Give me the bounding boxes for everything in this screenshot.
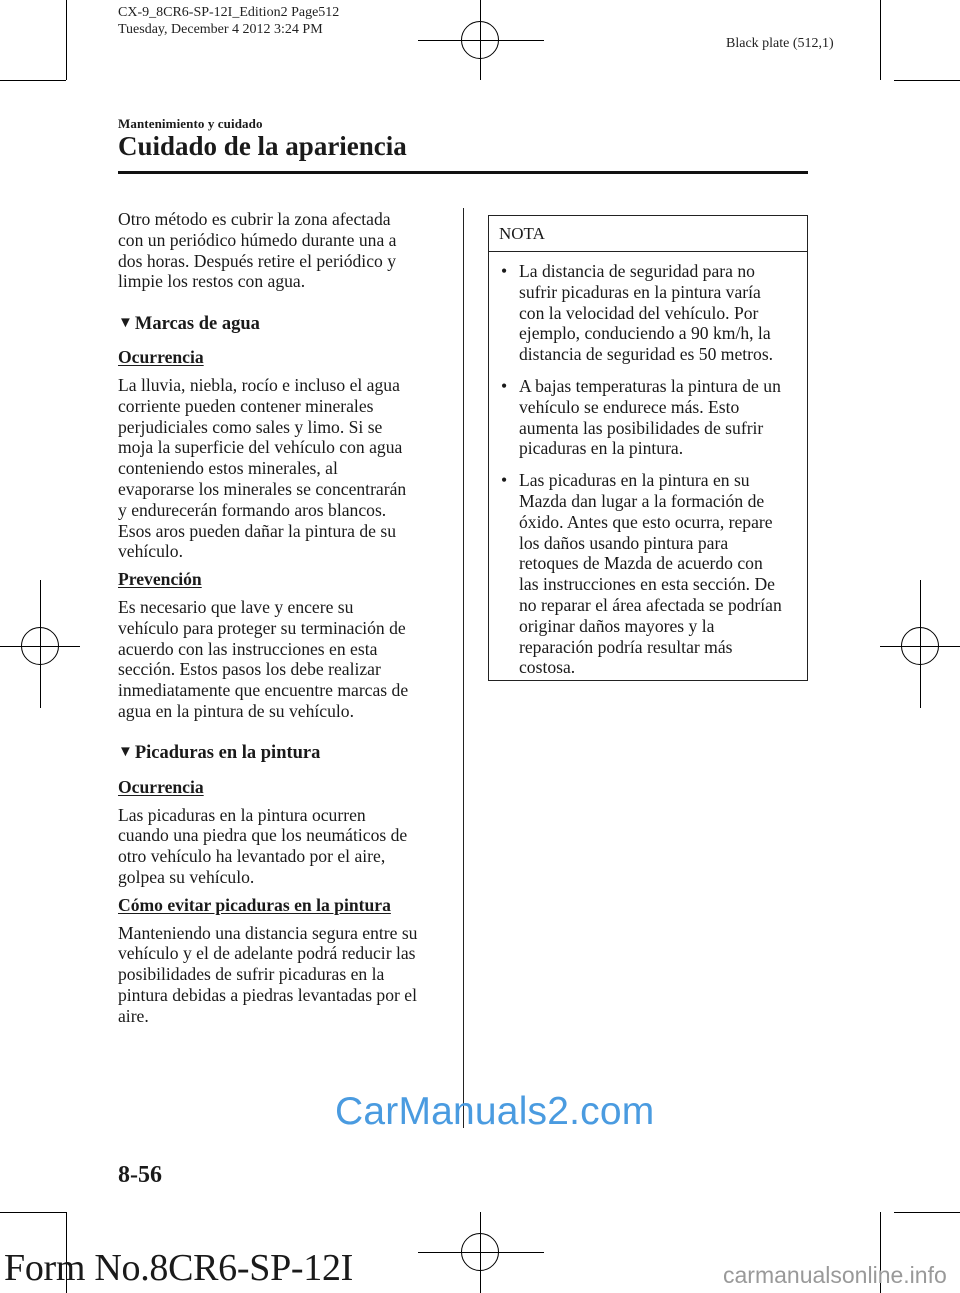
text-line: no reparar el área afectada se podrían: [519, 594, 782, 615]
text-line: otro vehículo ha levantado por el aire,: [118, 846, 386, 867]
file-info: [118, 4, 339, 38]
text-line: Manteniendo una distancia segura entre su: [118, 922, 418, 943]
text-line: agua en la pintura de su vehículo.: [118, 700, 354, 721]
text-line: limpie los restos con agua.: [118, 271, 306, 292]
text-line: Otro método es cubrir la zona afectada: [118, 209, 391, 229]
text-line: picaduras en la pintura.: [519, 438, 684, 459]
text-line: golpea su vehículo.: [118, 866, 255, 887]
text-line: La lluvia, niebla, rocío e incluso el agua: [118, 374, 400, 395]
text-line: con un periódico húmedo durante una a: [118, 229, 397, 250]
text-line: costosa.: [519, 657, 576, 678]
left-column: [118, 209, 458, 1027]
footer-site: carmanualsonline.info: [723, 1262, 947, 1288]
text-line: con la velocidad del vehículo. Por: [519, 302, 759, 323]
text-line: corriente pueden contener minerales: [118, 395, 374, 416]
text-line: óxido. Antes que esto ocurra, repare: [519, 511, 773, 532]
note-box: [488, 215, 808, 681]
text-line: vehículo se endurece más. Esto: [519, 396, 740, 417]
text-line: moja la superficie del vehículo con agua: [118, 437, 403, 458]
page-number: 8-56: [118, 1162, 162, 1188]
title-rule: [118, 171, 808, 174]
text-line: Esos aros pueden dañar la pintura de su: [118, 520, 396, 541]
watermark: CarManuals2.com: [335, 1090, 655, 1133]
text-line: reparación podría resultar más: [519, 636, 733, 657]
text-line: Mazda dan lugar a la formación de: [519, 490, 765, 511]
picaduras-heading: ▼ Picaduras en la pintura: [118, 743, 321, 764]
bullet-icon: •: [501, 261, 508, 281]
text-line: aumenta las posibilidades de sufrir: [519, 417, 764, 438]
text-line: y endurecerán formando aros blancos.: [118, 499, 387, 520]
form-number: Form No.8CR6-SP-12I: [4, 1247, 354, 1289]
text-line: La distancia de seguridad para no: [519, 261, 755, 281]
text-line: acuerdo con las instrucciones en esta: [118, 638, 378, 659]
text-line: las instrucciones en esta sección. De: [519, 574, 775, 595]
text-line: dos horas. Después retire el periódico y: [118, 250, 396, 271]
text-line: Es necesario que lave y encere su: [118, 596, 354, 617]
note-item: [499, 470, 801, 678]
section-label: Mantenimiento y cuidado: [118, 116, 263, 131]
marcas-occurrence-text: [118, 375, 458, 562]
text-line: sufrir picaduras en la pintura varía: [519, 281, 761, 302]
text-line: vehículo.: [118, 541, 183, 562]
note-item: [499, 376, 801, 459]
text-line: ejemplo, conduciendo a 90 km/h, la: [519, 323, 771, 344]
marcas-prevention-label: Prevención: [118, 569, 202, 590]
text-line: A bajas temperaturas la pintura de un: [519, 375, 781, 396]
text-line: vehículo para proteger su terminación de: [118, 617, 406, 638]
note-label: NOTA: [489, 216, 807, 252]
picaduras-occurrence-text: [118, 805, 458, 888]
page-title: Cuidado de la apariencia: [118, 131, 407, 161]
note-list: [489, 261, 807, 678]
text-line: pintura debidas a piedras levantadas por el: [118, 984, 417, 1005]
column-divider: [463, 208, 464, 1128]
file-date: Tuesday, December 4 2012 3:24 PM: [118, 22, 323, 37]
triangle-down-icon: ▼: [118, 314, 133, 331]
text-line: evaporarse los minerales se concentrarán: [118, 478, 407, 499]
file-name: CX-9_8CR6-SP-12I_Edition2 Page512: [118, 5, 340, 20]
text-line: perjudiciales como sales y limo. Si se: [118, 416, 383, 437]
bullet-icon: •: [501, 470, 508, 491]
text-line: conteniendo estos minerales, al: [118, 458, 338, 479]
picaduras-avoid-text: [118, 923, 458, 1027]
bullet-icon: •: [501, 375, 508, 396]
marcas-prevention-text: [118, 597, 458, 722]
note-item: [499, 261, 801, 365]
plate-info: Black plate (512,1): [726, 36, 834, 51]
text-line: retoques de Mazda de acuerdo con: [519, 553, 763, 574]
text-line: sección. Estos pasos los debe realizar: [118, 659, 381, 680]
text-line: distancia de seguridad es 50 metros.: [519, 344, 774, 365]
text-line: vehículo y el de adelante podrá reducir las: [118, 943, 416, 964]
text-line: cuando una piedra que los neumáticos de: [118, 825, 408, 846]
triangle-down-icon: ▼: [118, 744, 133, 761]
marcas-occurrence-label: Ocurrencia: [118, 347, 204, 368]
text-line: Las picaduras en la pintura en su: [519, 470, 750, 491]
picaduras-occurrence-label: Ocurrencia: [118, 776, 204, 797]
text-line: Las picaduras en la pintura ocurren: [118, 804, 366, 825]
marcas-heading: ▼ Marcas de agua: [118, 313, 260, 334]
text-line: originar daños mayores y la: [519, 615, 715, 636]
text-line: inmediatamente que encuentre marcas de: [118, 680, 409, 701]
picaduras-avoid-label: Cómo evitar picaduras en la pintura: [118, 894, 391, 915]
text-line: posibilidades de sufrir picaduras en la: [118, 964, 385, 985]
text-line: aire.: [118, 1005, 149, 1026]
intro-paragraph: [118, 209, 458, 292]
text-line: los daños usando pintura para: [519, 532, 729, 553]
